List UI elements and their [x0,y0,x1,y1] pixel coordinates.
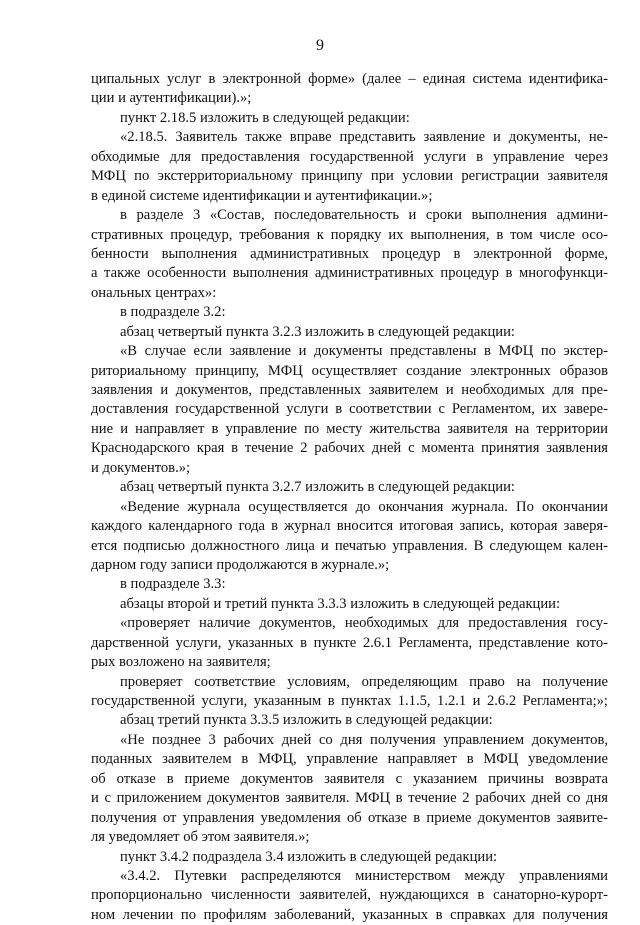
text-line: в разделе 3 «Состав, последовательность и сроки выполнения админи- [120,207,608,224]
text-line: а также особенности выполнения административных процедур в многофункци- [91,265,608,282]
text-line: поданных заявителем в МФЦ, управление направляет в МФЦ уведомление [91,751,608,768]
text-line: «В случае если заявление и документы представлены в МФЦ по экстер- [120,343,608,360]
text-line: обходимые для предоставления государственной услуги в управление через [91,148,608,165]
text-line: проверяет соответствие условиям, определяющим право на получение [120,673,608,690]
text-line: в подразделе 3.2: [120,304,226,321]
text-line: пункт 3.4.2 подраздела 3.4 изложить в следующей редакции: [120,848,498,865]
text-line: «2.18.5. Заявитель также вправе представить заявление и документы, не- [120,129,608,146]
text-line: риториальному принципу, МФЦ осуществляет создание электронных образов [91,362,608,379]
text-line: ции и аутентификации).»; [91,90,252,107]
text-line: рых возложено на заявителя; [91,654,271,671]
text-line: «проверяет наличие документов, необходимых для предоставления госу- [120,615,608,632]
text-line: и с приложением документов заявителя. МФЦ в течение 2 рабочих дней со дня [91,790,608,807]
text-line: в единой системе идентификации и аутентификации.»; [91,187,433,204]
text-line: в подразделе 3.3: [120,576,226,593]
text-line: об отказе в приеме документов заявителя с указанием причины возврата [91,770,608,787]
document-body [91,70,608,925]
text-line: МФЦ по экстерриториальному принципу при условии регистрации заявителя [91,168,608,185]
text-line: ется подписью должностного лица и печатью управления. В следующем кален- [91,537,608,554]
text-line: и документов.»; [91,459,191,476]
text-line: бенности выполнения административных процедур в электронной форме, [91,245,608,262]
text-line: ном лечении по профилям заболеваний, указанных в справках для получения [91,906,608,923]
text-line: Краснодарского края в течение 2 рабочих дней с момента принятия заявления [91,440,608,457]
text-line: ние и направляет в управление по месту жительства заявителя на территории [91,420,608,437]
text-line: «3.4.2. Путевки распределяются министерством между управлениями [120,867,608,884]
text-line: абзац четвертый пункта 3.2.7 изложить в следующей редакции: [120,479,515,496]
text-line: ля уведомляет об этом заявителя.»; [91,829,310,846]
text-line: «Не позднее 3 рабочих дней со дня получения управлением документов, [120,731,608,748]
text-line: каждого календарного года в журнал вносится итоговая запись, которая заверя- [91,518,608,535]
text-line: дарном году записи продолжаются в журнале.»; [91,556,390,573]
text-line: абзацы второй и третий пункта 3.3.3 изложить в следующей редакции: [120,595,561,612]
text-line: пропорционально численности заявителей, нуждающихся в санаторно-курорт- [91,887,608,904]
text-line: стративных процедур, требования к порядку их выполнения, в том числе осо- [91,226,608,243]
text-line: «Ведение журнала осуществляется до окончания журнала. По окончании [120,498,608,515]
text-line: доставления государственной услуги в соответствии с Регламентом, их завере- [91,401,608,418]
text-line: пункт 2.18.5 изложить в следующей редакции: [120,109,410,126]
text-line: ципальных услуг в электронной форме» (далее – единая система идентифика- [91,71,608,87]
text-line: получения от управления уведомления об отказе в приеме документов заявите- [91,809,608,826]
text-line: ональных центрах»: [91,284,217,301]
text-line: заявления и документов, представленных заявителем и необходимых для пре- [91,382,608,398]
text-line: абзац четвертый пункта 3.2.3 изложить в следующей редакции: [120,323,515,340]
page-number: 9 [316,37,324,54]
text-line: дарственной услуги, указанных в пункте 2.6.1 Регламента, представление кото- [91,634,608,651]
text-line: абзац третий пункта 3.3.5 изложить в следующей редакции: [120,712,493,729]
text-line: государственной услуги, указанным в пунктах 1.1.5, 1.2.1 и 2.6.2 Регламента;»; [91,693,608,709]
